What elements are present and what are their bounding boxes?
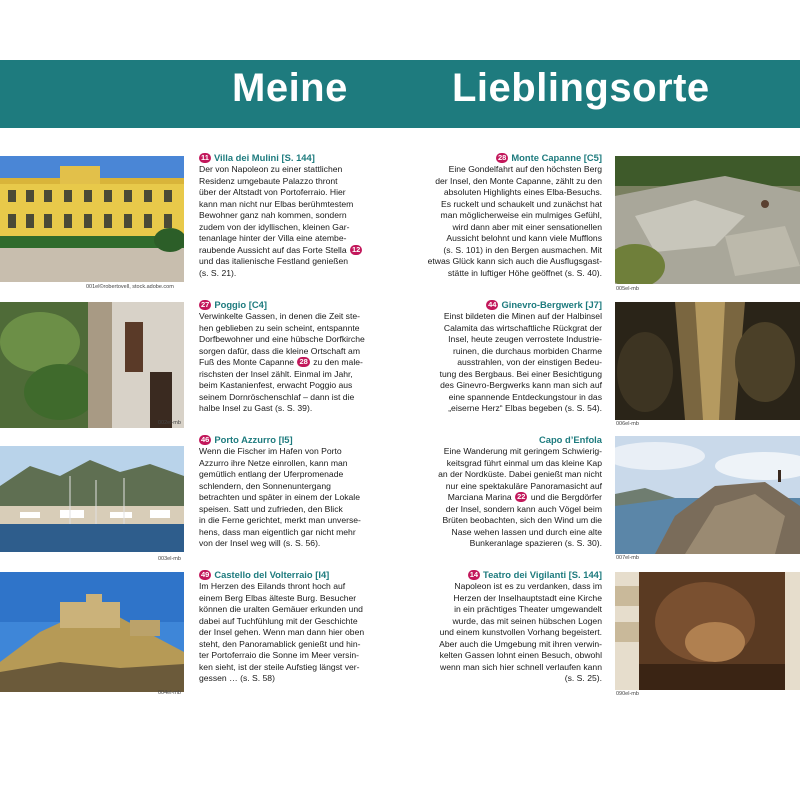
entry-number-badge: 28 — [498, 153, 507, 162]
entry-line: der Insel, sondern kann auch Vögel beim — [445, 503, 602, 514]
entry-line: Napoleon ist es zu verdanken, dass im — [454, 581, 602, 591]
entry-title-text: Villa dei Mulini [S. 144] — [213, 152, 315, 163]
entry-inline-badge: 22 — [517, 492, 526, 502]
photo-monte-capanne — [615, 156, 800, 284]
entry-line: kelten Gassen lohnt einen Besuch, obwohl — [439, 650, 602, 661]
entry-line: an der Nordküste. Dabei genießt man nicht — [438, 469, 602, 480]
entry-line: steht, den Panoramablick genießt und hin- — [199, 638, 361, 649]
entry-line: ken sieht, ist der steile Aufstieg längst ver- — [199, 661, 360, 672]
photo-teatro-dei-vigilanti — [615, 572, 800, 690]
entry-line-text: raubende Aussicht auf das Forte Stella — [199, 244, 347, 255]
entry-line: ausstrahlen, von der einstigen Bedeu- — [457, 357, 602, 368]
entry-title — [199, 152, 399, 164]
entry-title-text: Monte Capanne [C5] — [511, 152, 602, 163]
entry-number-badge: 14 — [469, 570, 479, 579]
photo-credit: 001el©robertovell, stock.adobe.com — [86, 284, 174, 290]
entry-line: Residenz umgebaute Palazzo thront — [199, 175, 338, 186]
photo-credit: 006el-mb — [616, 421, 639, 427]
entry-line: Einst bildeten die Minen auf der Halbinsel — [443, 311, 602, 321]
entry-line-text: und die Bergdörfer — [530, 492, 602, 503]
entry-line: Calamita das wirtschaftliche Rückgrat der — [443, 322, 602, 333]
photo-ginevro-bergwerk — [615, 302, 800, 420]
entry-line — [199, 357, 399, 369]
entry-line-text: Fuß des Monte Capanne — [199, 357, 295, 368]
entry-line: etwas Glück kann sich auch die Ausflugsgast- — [427, 256, 602, 267]
entry-number-badge: 44 — [488, 300, 497, 309]
photo-poggio — [0, 302, 184, 428]
entry-line: Der von Napoleon zu einer stattlichen — [199, 164, 343, 174]
entry-line: ruinen, die durchaus morbiden Charme — [452, 345, 602, 356]
entry-line: (s. S. 101) in den Bergen ausmachen. Mit — [443, 244, 602, 255]
entry-line: Azzurro ihre Netze einrollen, kann man — [199, 457, 348, 468]
entry-line: Dorfbewohner und eine hübsche Dorfkirche — [199, 334, 365, 345]
entry-line: sorgen dafür, dass die kleine Ortschaft am — [199, 345, 360, 356]
entry-line: Bewohner ganz nah kommen, sondern — [199, 210, 347, 221]
entry-line: rischsten der Insel zählt. Einmal im Jahr, — [199, 368, 353, 379]
entry-title — [199, 299, 399, 311]
entry-line: Eine Gondelfahrt auf den höchsten Berg — [448, 164, 602, 174]
photo-credit: 090el-mb — [616, 691, 639, 697]
title-banner — [0, 60, 800, 128]
photo-credit: 007el-mb — [616, 555, 639, 561]
entry-poggio — [199, 299, 399, 415]
entry-line: in die Ferne gerichtet, merkt man unverse- — [199, 515, 361, 526]
entry-line: in ein prächtiges Theater umgewandelt — [454, 604, 602, 615]
entry-line: betrachten und später in einem der Lokale — [199, 492, 360, 503]
entry-line: Im Herzen des Eilands thront hoch auf — [199, 581, 346, 591]
photo-capo-denfola — [615, 436, 800, 554]
entry-line: dabei auf Tuchfühlung mit der Geschichte — [199, 615, 358, 626]
entry-inline-badge: 28 — [299, 357, 308, 367]
entry-teatro-dei-vigilanti — [400, 569, 602, 685]
photo-credit: 002el-mb — [158, 420, 181, 426]
entry-title — [199, 434, 399, 446]
entry-line: der Insel gehen. Wenn man dann hier oben — [199, 627, 365, 638]
entry-line: ter Portoferraio die Sonne im Meer versin- — [199, 650, 360, 661]
entry-line: halbe Insel zu Gast (s. S. 39). — [199, 403, 313, 414]
entry-line: können die uralten Gemäuer erkunden und — [199, 604, 363, 615]
entry-line: absoluten Highlights eines Elba-Besuchs. — [443, 187, 602, 198]
photo-porto-azzurro — [0, 446, 184, 552]
entry-line: kann man nicht nur Elbas berühmtestem — [199, 198, 354, 209]
entry-line: zudem von der idyllischen, kleinen Gar- — [199, 221, 350, 232]
entry-title-text: Castello del Volterraio [I4] — [214, 569, 330, 580]
title-word-2: Lieblingsorte — [452, 66, 710, 110]
entry-line: eine spannende Entdeckungstour in das — [448, 391, 602, 402]
entry-line — [199, 245, 399, 257]
photo-castello-del-volterraio — [0, 572, 184, 692]
entry-title — [199, 569, 399, 581]
entry-ginevro-bergwerk — [400, 299, 602, 415]
entry-line: „eiserne Herz“ Elbas begeben (s. S. 54). — [448, 403, 602, 414]
entry-line: und das italienische Festland genießen — [199, 256, 349, 267]
photo-credit: 003el-mb — [158, 556, 181, 562]
entry-line: und einem kunstvollen Vorhang begeistert. — [439, 627, 602, 638]
entry-line: hens, dass man eigentlich gar nicht mehr — [199, 526, 356, 537]
entry-line: Bunkeranlage spazieren (s. S. 30). — [469, 538, 602, 549]
entry-line: Insel, heute zeugen verrostete Industrie- — [448, 334, 602, 345]
entry-title-text: Ginevro-Bergwerk [J7] — [501, 299, 602, 310]
entry-line: gessen … (s. S. 58) — [199, 673, 275, 684]
entry-line: seinem Dornröschenschlaf – dann ist die — [199, 391, 355, 402]
entry-line: Verwinkelte Gassen, in denen die Zeit ste- — [199, 311, 360, 321]
entry-number-badge: 46 — [201, 435, 210, 444]
entry-line: Nase wehen lassen und durch eine alte — [451, 526, 602, 537]
entry-line: schlendern, den Sonnenuntergang — [199, 480, 331, 491]
entry-line: Aber auch die Umgebung mit ihren verwin- — [439, 638, 602, 649]
entry-line: Aussicht belohnt und kann viele Mufflons — [446, 233, 602, 244]
entry-villa-dei-mulini — [199, 152, 399, 279]
entry-line: Wenn die Fischer im Hafen von Porto — [199, 446, 342, 456]
entry-line: des Ginevro-Bergwerks kann man sich auf — [440, 380, 602, 391]
entry-title — [400, 299, 602, 311]
entry-line: Eine Wanderung mit geringem Schwierig- — [443, 446, 602, 456]
entry-title — [400, 152, 602, 164]
entry-line: tung des Bergbaus. Bei einer Besichtigung — [439, 368, 602, 379]
entry-line: Es ruckelt und schaukelt und zunächst hat — [441, 198, 602, 209]
entry-line: (s. S. 25). — [564, 673, 602, 684]
entry-line: Herzen der Inselhauptstadt eine Kirche — [453, 592, 602, 603]
entry-line: beim Kastanienfest, erwacht Poggio aus — [199, 380, 353, 391]
entry-capo-denfola — [400, 434, 602, 550]
title-word-1: Meine — [232, 66, 348, 110]
entry-line: einem Berg Elbas älteste Burg. Besucher — [199, 592, 357, 603]
entry-line: tenanlage hinter der Villa eine atembe- — [199, 233, 347, 244]
entry-line: wurde, das mit seinen hübschen Logen — [452, 615, 602, 626]
entry-line-text: Marciana Marina — [447, 492, 512, 503]
entry-line: stätte in luftiger Höhe geöffnet (s. S. 40). — [447, 267, 602, 278]
entry-line: keitsgrad führt einmal um das kleine Kap — [446, 457, 602, 468]
entry-inline-badge: 12 — [352, 244, 361, 254]
entry-line — [400, 492, 602, 504]
entry-number-badge: 49 — [201, 570, 210, 579]
entry-line: über der Altstadt von Portoferraio. Hier — [199, 187, 346, 198]
entry-title — [400, 569, 602, 581]
entry-line: nur eine spektakuläre Panoramasicht auf — [445, 480, 602, 491]
entry-number-badge: 11 — [201, 153, 209, 162]
entry-castello-del-volterraio — [199, 569, 399, 685]
entry-line: gemütlich entlang der Uferpromenade — [199, 469, 344, 480]
entry-title-text: Teatro dei Vigilanti [S. 144] — [483, 569, 602, 580]
entry-line: wenn man sich hier schnell verlaufen kann — [440, 661, 602, 672]
entry-line: (s. S. 21). — [199, 267, 237, 278]
entry-number-badge: 27 — [201, 300, 210, 309]
entry-line: wird dann aber mit einer sensationellen — [452, 221, 602, 232]
entry-porto-azzurro — [199, 434, 399, 550]
entry-line: Brüten beobachten, sich den Wind um die — [442, 515, 602, 526]
entry-line: der Insel, den Monte Capanne, zählt zu den — [435, 175, 602, 186]
entry-line: von der Insel weg will (s. S. 56). — [199, 538, 321, 549]
entry-title-text: Porto Azzurro [I5] — [214, 434, 293, 445]
entry-title: Capo d’Enfola — [538, 434, 602, 445]
entry-line-text: zu den male- — [313, 357, 363, 368]
entry-title-text: Poggio [C4] — [214, 299, 267, 310]
photo-villa-dei-mulini — [0, 156, 184, 282]
entry-monte-capanne — [400, 152, 602, 279]
entry-line: speisen. Satt und zufrieden, den Blick — [199, 503, 343, 514]
photo-credit: 005el-mb — [616, 286, 639, 292]
entry-line: hen geblieben zu sein scheint, entspannte — [199, 322, 360, 333]
photo-credit: 004el-mb — [158, 690, 181, 696]
entry-line: man möglicherweise ein mulmiges Gefühl, — [440, 210, 602, 221]
